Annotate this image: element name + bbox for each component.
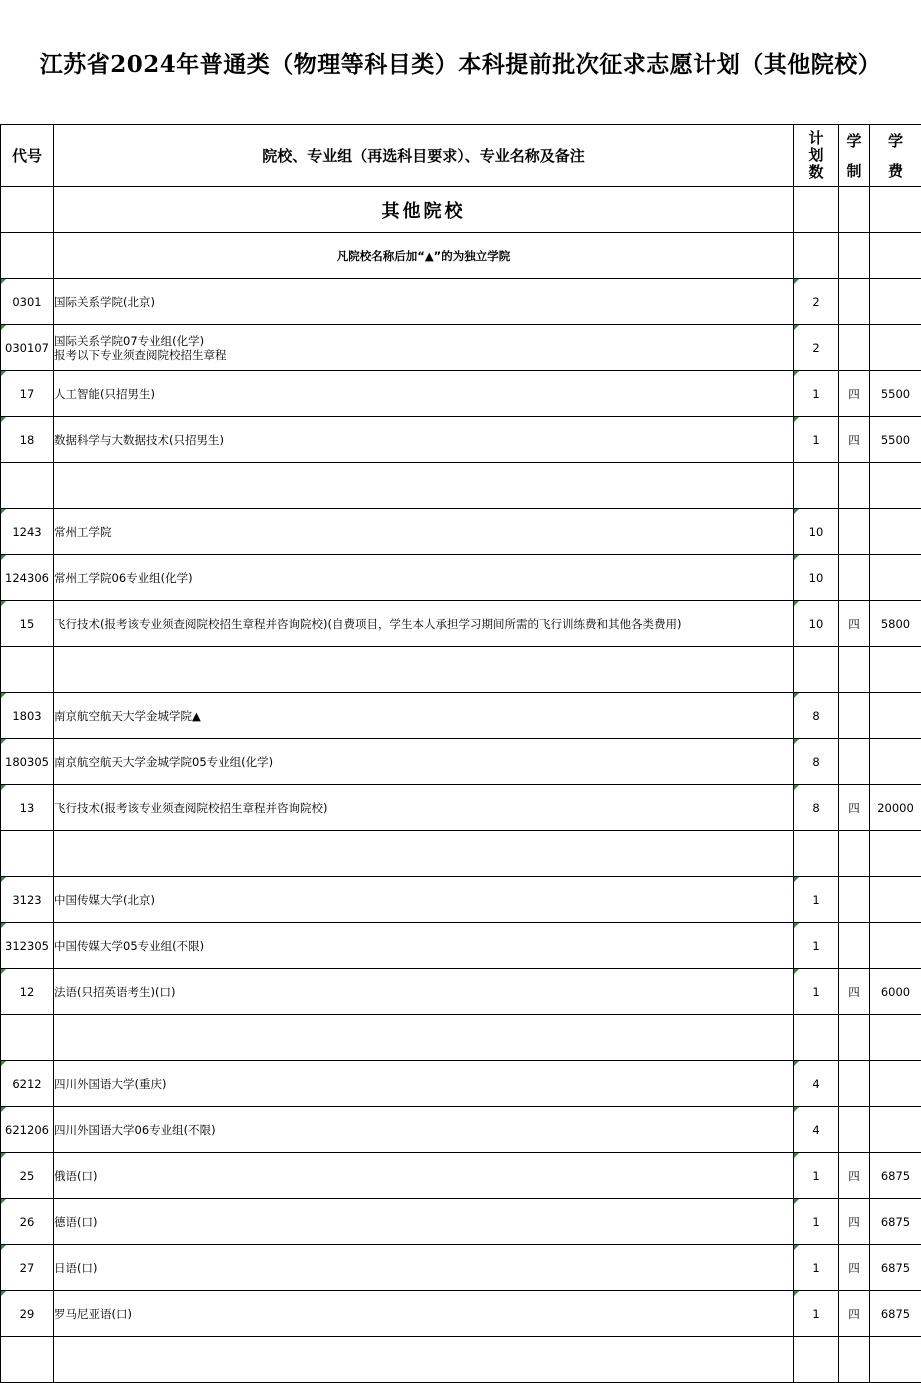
cell-marker-icon bbox=[1, 1291, 6, 1296]
system-cell-text: 四 bbox=[848, 386, 860, 401]
name-line: 日语(口) bbox=[54, 1260, 98, 1275]
fee-cell bbox=[870, 1107, 921, 1153]
system-cell bbox=[839, 647, 870, 693]
name-remark-line: 报考以下专业须查阅院校招生章程 bbox=[54, 347, 227, 362]
code-cell bbox=[1, 509, 54, 555]
plan-cell bbox=[794, 279, 839, 325]
cell-marker-icon bbox=[1, 969, 6, 974]
cell-marker-icon bbox=[794, 877, 799, 882]
name-cell bbox=[54, 463, 794, 509]
name-cell bbox=[54, 1291, 794, 1337]
name-line: 中国传媒大学05专业组(不限) bbox=[54, 938, 205, 953]
fee-cell bbox=[870, 831, 921, 877]
fee-cell bbox=[870, 1291, 921, 1337]
code-cell-text: 1243 bbox=[12, 524, 42, 539]
fee-cell-text: 6000 bbox=[880, 984, 911, 999]
cell-marker-icon bbox=[794, 555, 799, 560]
fee-cell bbox=[870, 1061, 921, 1107]
table-row bbox=[1, 279, 921, 325]
cell-marker-icon bbox=[794, 1245, 799, 1250]
fee-cell-text: 6875 bbox=[880, 1214, 911, 1229]
name-cell bbox=[54, 1015, 794, 1061]
code-cell bbox=[1, 877, 54, 923]
code-cell-text: 29 bbox=[19, 1306, 35, 1321]
cell-marker-icon bbox=[794, 693, 799, 698]
plan-cell bbox=[794, 877, 839, 923]
code-cell-text: 124306 bbox=[5, 570, 49, 585]
system-cell bbox=[839, 1015, 870, 1061]
name-cell bbox=[54, 831, 794, 877]
system-cell-text: 四 bbox=[848, 1306, 860, 1321]
table-row bbox=[1, 1245, 921, 1291]
code-cell bbox=[1, 831, 54, 877]
code-cell bbox=[1, 555, 54, 601]
name-line: 国际关系学院(北京) bbox=[54, 294, 155, 309]
name-cell bbox=[54, 279, 794, 325]
code-cell-text: 12 bbox=[19, 984, 35, 999]
code-cell bbox=[1, 463, 54, 509]
cell-marker-icon bbox=[1, 509, 6, 514]
plan-cell-text: 1 bbox=[812, 386, 820, 401]
section-row bbox=[1, 187, 921, 233]
note-code-cell bbox=[1, 233, 54, 279]
code-cell-text: 030107 bbox=[5, 340, 49, 355]
plan-cell bbox=[794, 509, 839, 555]
table-row bbox=[1, 417, 921, 463]
system-cell-text: 四 bbox=[848, 984, 860, 999]
cell-marker-icon bbox=[794, 509, 799, 514]
name-cell bbox=[54, 509, 794, 555]
header-code: 代号 bbox=[1, 125, 54, 187]
fee-cell bbox=[870, 555, 921, 601]
header-plan-char: 数 bbox=[808, 163, 824, 181]
fee-cell bbox=[870, 1199, 921, 1245]
cell-marker-icon bbox=[1, 1107, 6, 1112]
cell-marker-icon bbox=[794, 1199, 799, 1204]
plan-cell-text: 4 bbox=[812, 1076, 820, 1091]
system-cell bbox=[839, 923, 870, 969]
name-line: 飞行技术(报考该专业须查阅院校招生章程并咨询院校) bbox=[54, 800, 328, 815]
name-cell bbox=[54, 1199, 794, 1245]
system-cell bbox=[839, 509, 870, 555]
plan-cell bbox=[794, 923, 839, 969]
section-code-cell bbox=[1, 187, 54, 233]
header-system-char: 学 bbox=[846, 131, 862, 150]
cell-marker-icon bbox=[1, 279, 6, 284]
cell-marker-icon bbox=[794, 1061, 799, 1066]
system-cell bbox=[839, 969, 870, 1015]
system-cell bbox=[839, 877, 870, 923]
plan-cell bbox=[794, 555, 839, 601]
table-row bbox=[1, 325, 921, 371]
table-row bbox=[1, 923, 921, 969]
name-line: 国际关系学院07专业组(化学) bbox=[54, 333, 205, 348]
fee-cell bbox=[870, 785, 921, 831]
cell-marker-icon bbox=[1, 1061, 6, 1066]
fee-cell bbox=[870, 1015, 921, 1061]
plan-cell bbox=[794, 463, 839, 509]
name-line: 飞行技术(报考该专业须查阅院校招生章程并咨询院校)(自费项目，学生本人承担学习期间所需的飞行训练费和其他各类费用) bbox=[54, 616, 682, 631]
plan-cell-text: 1 bbox=[812, 432, 820, 447]
system-cell-text: 四 bbox=[848, 1168, 860, 1183]
code-cell-text: 0301 bbox=[12, 294, 42, 309]
table-row bbox=[1, 1337, 921, 1383]
table-row bbox=[1, 1199, 921, 1245]
table-row bbox=[1, 1061, 921, 1107]
name-cell bbox=[54, 1337, 794, 1383]
code-cell bbox=[1, 1107, 54, 1153]
name-cell bbox=[54, 417, 794, 463]
system-cell bbox=[839, 463, 870, 509]
name-line: 四川外国语大学06专业组(不限) bbox=[54, 1122, 216, 1137]
plan-cell bbox=[794, 1107, 839, 1153]
cell-marker-icon bbox=[794, 785, 799, 790]
plan-cell bbox=[794, 371, 839, 417]
system-cell bbox=[839, 1291, 870, 1337]
plan-cell bbox=[794, 969, 839, 1015]
table-row bbox=[1, 969, 921, 1015]
plan-cell bbox=[794, 1245, 839, 1291]
table-row bbox=[1, 1153, 921, 1199]
cell-marker-icon bbox=[1, 1199, 6, 1204]
plan-cell-text: 8 bbox=[812, 754, 820, 769]
plan-cell-text: 4 bbox=[812, 1122, 820, 1137]
header-system-char: 制 bbox=[846, 161, 862, 180]
system-cell bbox=[839, 371, 870, 417]
cell-marker-icon bbox=[1, 1153, 6, 1158]
code-cell bbox=[1, 693, 54, 739]
table-row bbox=[1, 555, 921, 601]
system-cell bbox=[839, 831, 870, 877]
system-cell bbox=[839, 325, 870, 371]
code-cell bbox=[1, 1291, 54, 1337]
header-fee bbox=[870, 125, 921, 187]
name-line: 罗马尼亚语(口) bbox=[54, 1306, 132, 1321]
fee-cell bbox=[870, 601, 921, 647]
plan-cell bbox=[794, 325, 839, 371]
plan-cell bbox=[794, 417, 839, 463]
name-cell bbox=[54, 1061, 794, 1107]
name-line: 常州工学院 bbox=[54, 524, 112, 539]
cell-marker-icon bbox=[1, 739, 6, 744]
table-row bbox=[1, 509, 921, 555]
plan-cell bbox=[794, 739, 839, 785]
system-cell bbox=[839, 739, 870, 785]
fee-cell bbox=[870, 1337, 921, 1383]
note-system-cell bbox=[839, 233, 870, 279]
plan-cell bbox=[794, 1291, 839, 1337]
name-cell bbox=[54, 1153, 794, 1199]
code-cell-text: 17 bbox=[19, 386, 35, 401]
code-cell-text: 18 bbox=[19, 432, 35, 447]
plan-cell-text: 2 bbox=[812, 340, 820, 355]
table-row bbox=[1, 831, 921, 877]
name-cell bbox=[54, 555, 794, 601]
fee-cell-text: 5500 bbox=[880, 386, 911, 401]
code-cell-text: 15 bbox=[19, 616, 35, 631]
code-cell-text: 180305 bbox=[5, 754, 49, 769]
plan-cell-text: 8 bbox=[812, 708, 820, 723]
cell-marker-icon bbox=[794, 1107, 799, 1112]
cell-marker-icon bbox=[794, 417, 799, 422]
system-cell bbox=[839, 1153, 870, 1199]
name-cell bbox=[54, 371, 794, 417]
code-cell-text: 13 bbox=[19, 800, 35, 815]
code-cell-text: 1803 bbox=[12, 708, 42, 723]
code-cell bbox=[1, 325, 54, 371]
fee-cell bbox=[870, 417, 921, 463]
header-plan bbox=[794, 125, 839, 187]
table-row bbox=[1, 601, 921, 647]
code-cell-text: 27 bbox=[19, 1260, 35, 1275]
fee-cell bbox=[870, 279, 921, 325]
cell-marker-icon bbox=[1, 325, 6, 330]
table-row bbox=[1, 1015, 921, 1061]
fee-cell bbox=[870, 325, 921, 371]
fee-cell bbox=[870, 693, 921, 739]
code-cell bbox=[1, 1337, 54, 1383]
name-line: 德语(口) bbox=[54, 1214, 98, 1229]
note-plan-cell bbox=[794, 233, 839, 279]
table-row bbox=[1, 877, 921, 923]
plan-table bbox=[0, 124, 921, 1383]
plan-cell-text: 2 bbox=[812, 294, 820, 309]
table-row bbox=[1, 1107, 921, 1153]
code-cell-text: 26 bbox=[19, 1214, 35, 1229]
name-line: 法语(只招英语考生)(口) bbox=[54, 984, 176, 999]
plan-cell-text: 10 bbox=[808, 570, 824, 585]
header-system bbox=[839, 125, 870, 187]
fee-cell bbox=[870, 1245, 921, 1291]
plan-cell-text: 10 bbox=[808, 616, 824, 631]
name-cell bbox=[54, 785, 794, 831]
code-cell-text: 6212 bbox=[12, 1076, 42, 1091]
plan-cell-text: 1 bbox=[812, 1168, 820, 1183]
name-line: 俄语(口) bbox=[54, 1168, 98, 1183]
name-cell bbox=[54, 601, 794, 647]
plan-cell-text: 1 bbox=[812, 938, 820, 953]
code-cell bbox=[1, 1061, 54, 1107]
name-cell bbox=[54, 969, 794, 1015]
fee-cell bbox=[870, 877, 921, 923]
section-system-cell bbox=[839, 187, 870, 233]
code-cell-text: 3123 bbox=[12, 892, 42, 907]
section-plan-cell bbox=[794, 187, 839, 233]
code-cell-text: 621206 bbox=[5, 1122, 49, 1137]
cell-marker-icon bbox=[1, 601, 6, 606]
system-cell bbox=[839, 417, 870, 463]
system-cell bbox=[839, 693, 870, 739]
code-cell bbox=[1, 1199, 54, 1245]
table-row bbox=[1, 693, 921, 739]
cell-marker-icon bbox=[1, 877, 6, 882]
system-cell bbox=[839, 1245, 870, 1291]
table-row bbox=[1, 1291, 921, 1337]
name-line: 四川外国语大学(重庆) bbox=[54, 1076, 167, 1091]
plan-cell bbox=[794, 693, 839, 739]
system-cell bbox=[839, 279, 870, 325]
cell-marker-icon bbox=[794, 371, 799, 376]
fee-cell bbox=[870, 969, 921, 1015]
name-cell bbox=[54, 877, 794, 923]
system-cell-text: 四 bbox=[848, 616, 860, 631]
fee-cell bbox=[870, 647, 921, 693]
name-line: 中国传媒大学(北京) bbox=[54, 892, 155, 907]
fee-cell bbox=[870, 463, 921, 509]
page-title: 江苏省2024年普通类（物理等科目类）本科提前批次征求志愿计划（其他院校） bbox=[39, 51, 882, 78]
cell-marker-icon bbox=[794, 923, 799, 928]
plan-cell bbox=[794, 831, 839, 877]
code-cell bbox=[1, 1153, 54, 1199]
name-cell bbox=[54, 647, 794, 693]
system-cell bbox=[839, 1107, 870, 1153]
cell-marker-icon bbox=[1, 785, 6, 790]
cell-marker-icon bbox=[794, 601, 799, 606]
fee-cell bbox=[870, 371, 921, 417]
code-cell bbox=[1, 601, 54, 647]
cell-marker-icon bbox=[794, 325, 799, 330]
code-cell bbox=[1, 923, 54, 969]
system-cell-text: 四 bbox=[848, 432, 860, 447]
code-cell bbox=[1, 279, 54, 325]
name-cell bbox=[54, 923, 794, 969]
table-row bbox=[1, 463, 921, 509]
plan-cell bbox=[794, 1061, 839, 1107]
table-row bbox=[1, 647, 921, 693]
name-line: 常州工学院06专业组(化学) bbox=[54, 570, 193, 585]
table-row bbox=[1, 785, 921, 831]
header-name: 院校、专业组（再选科目要求）、专业名称及备注 bbox=[54, 125, 794, 187]
cell-marker-icon bbox=[1, 923, 6, 928]
plan-cell bbox=[794, 647, 839, 693]
plan-cell bbox=[794, 601, 839, 647]
plan-cell-text: 1 bbox=[812, 892, 820, 907]
cell-marker-icon bbox=[1, 555, 6, 560]
plan-cell bbox=[794, 1015, 839, 1061]
system-cell bbox=[839, 555, 870, 601]
code-cell bbox=[1, 739, 54, 785]
name-cell bbox=[54, 1245, 794, 1291]
code-cell bbox=[1, 1015, 54, 1061]
system-cell bbox=[839, 785, 870, 831]
system-cell bbox=[839, 601, 870, 647]
name-line: 人工智能(只招男生) bbox=[54, 386, 155, 401]
code-cell-text: 25 bbox=[19, 1168, 35, 1183]
code-cell bbox=[1, 417, 54, 463]
plan-cell bbox=[794, 1199, 839, 1245]
section-fee-cell bbox=[870, 187, 921, 233]
section-title: 其他院校 bbox=[54, 187, 794, 233]
name-cell bbox=[54, 325, 794, 371]
plan-cell-text: 10 bbox=[808, 524, 824, 539]
code-cell bbox=[1, 969, 54, 1015]
header-fee-char: 费 bbox=[887, 161, 903, 180]
fee-cell-text: 5800 bbox=[880, 616, 911, 631]
system-cell bbox=[839, 1337, 870, 1383]
fee-cell-text: 6875 bbox=[880, 1306, 911, 1321]
plan-cell bbox=[794, 1153, 839, 1199]
cell-marker-icon bbox=[1, 417, 6, 422]
cell-marker-icon bbox=[794, 1153, 799, 1158]
cell-marker-icon bbox=[794, 279, 799, 284]
plan-cell-text: 1 bbox=[812, 1214, 820, 1229]
note-row bbox=[1, 233, 921, 279]
name-cell bbox=[54, 739, 794, 785]
fee-cell-text: 5500 bbox=[880, 432, 911, 447]
plan-cell-text: 8 bbox=[812, 800, 820, 815]
code-cell bbox=[1, 647, 54, 693]
code-cell-text: 312305 bbox=[5, 938, 49, 953]
header-fee-char: 学 bbox=[887, 131, 903, 150]
plan-cell-text: 1 bbox=[812, 1260, 820, 1275]
cell-marker-icon bbox=[794, 969, 799, 974]
cell-marker-icon bbox=[1, 1245, 6, 1250]
name-cell bbox=[54, 1107, 794, 1153]
plan-cell-text: 1 bbox=[812, 1306, 820, 1321]
cell-marker-icon bbox=[1, 693, 6, 698]
note-fee-cell bbox=[870, 233, 921, 279]
plan-cell bbox=[794, 1337, 839, 1383]
header-plan-char: 计 bbox=[808, 129, 824, 147]
fee-cell-text: 20000 bbox=[877, 800, 914, 815]
table-header bbox=[1, 125, 921, 187]
fee-cell-text: 6875 bbox=[880, 1168, 911, 1183]
system-cell-text: 四 bbox=[848, 800, 860, 815]
system-cell-text: 四 bbox=[848, 1260, 860, 1275]
fee-cell-text: 6875 bbox=[880, 1260, 911, 1275]
code-cell bbox=[1, 785, 54, 831]
system-cell bbox=[839, 1199, 870, 1245]
fee-cell bbox=[870, 739, 921, 785]
name-line: 数据科学与大数据技术(只招男生) bbox=[54, 432, 224, 447]
fee-cell bbox=[870, 509, 921, 555]
plan-cell bbox=[794, 785, 839, 831]
system-cell bbox=[839, 1061, 870, 1107]
cell-marker-icon bbox=[794, 1291, 799, 1296]
fee-cell bbox=[870, 1153, 921, 1199]
code-cell bbox=[1, 1245, 54, 1291]
independent-college-note: 凡院校名称后加“▲”的为独立学院 bbox=[54, 233, 794, 279]
table-row bbox=[1, 739, 921, 785]
name-cell bbox=[54, 693, 794, 739]
table-row bbox=[1, 371, 921, 417]
cell-marker-icon bbox=[794, 739, 799, 744]
cell-marker-icon bbox=[1, 371, 6, 376]
name-line: 南京航空航天大学金城学院▲ bbox=[54, 708, 201, 723]
plan-cell-text: 1 bbox=[812, 984, 820, 999]
name-line: 南京航空航天大学金城学院05专业组(化学) bbox=[54, 754, 274, 769]
header-plan-char: 划 bbox=[808, 146, 824, 164]
fee-cell bbox=[870, 923, 921, 969]
system-cell-text: 四 bbox=[848, 1214, 860, 1229]
code-cell bbox=[1, 371, 54, 417]
